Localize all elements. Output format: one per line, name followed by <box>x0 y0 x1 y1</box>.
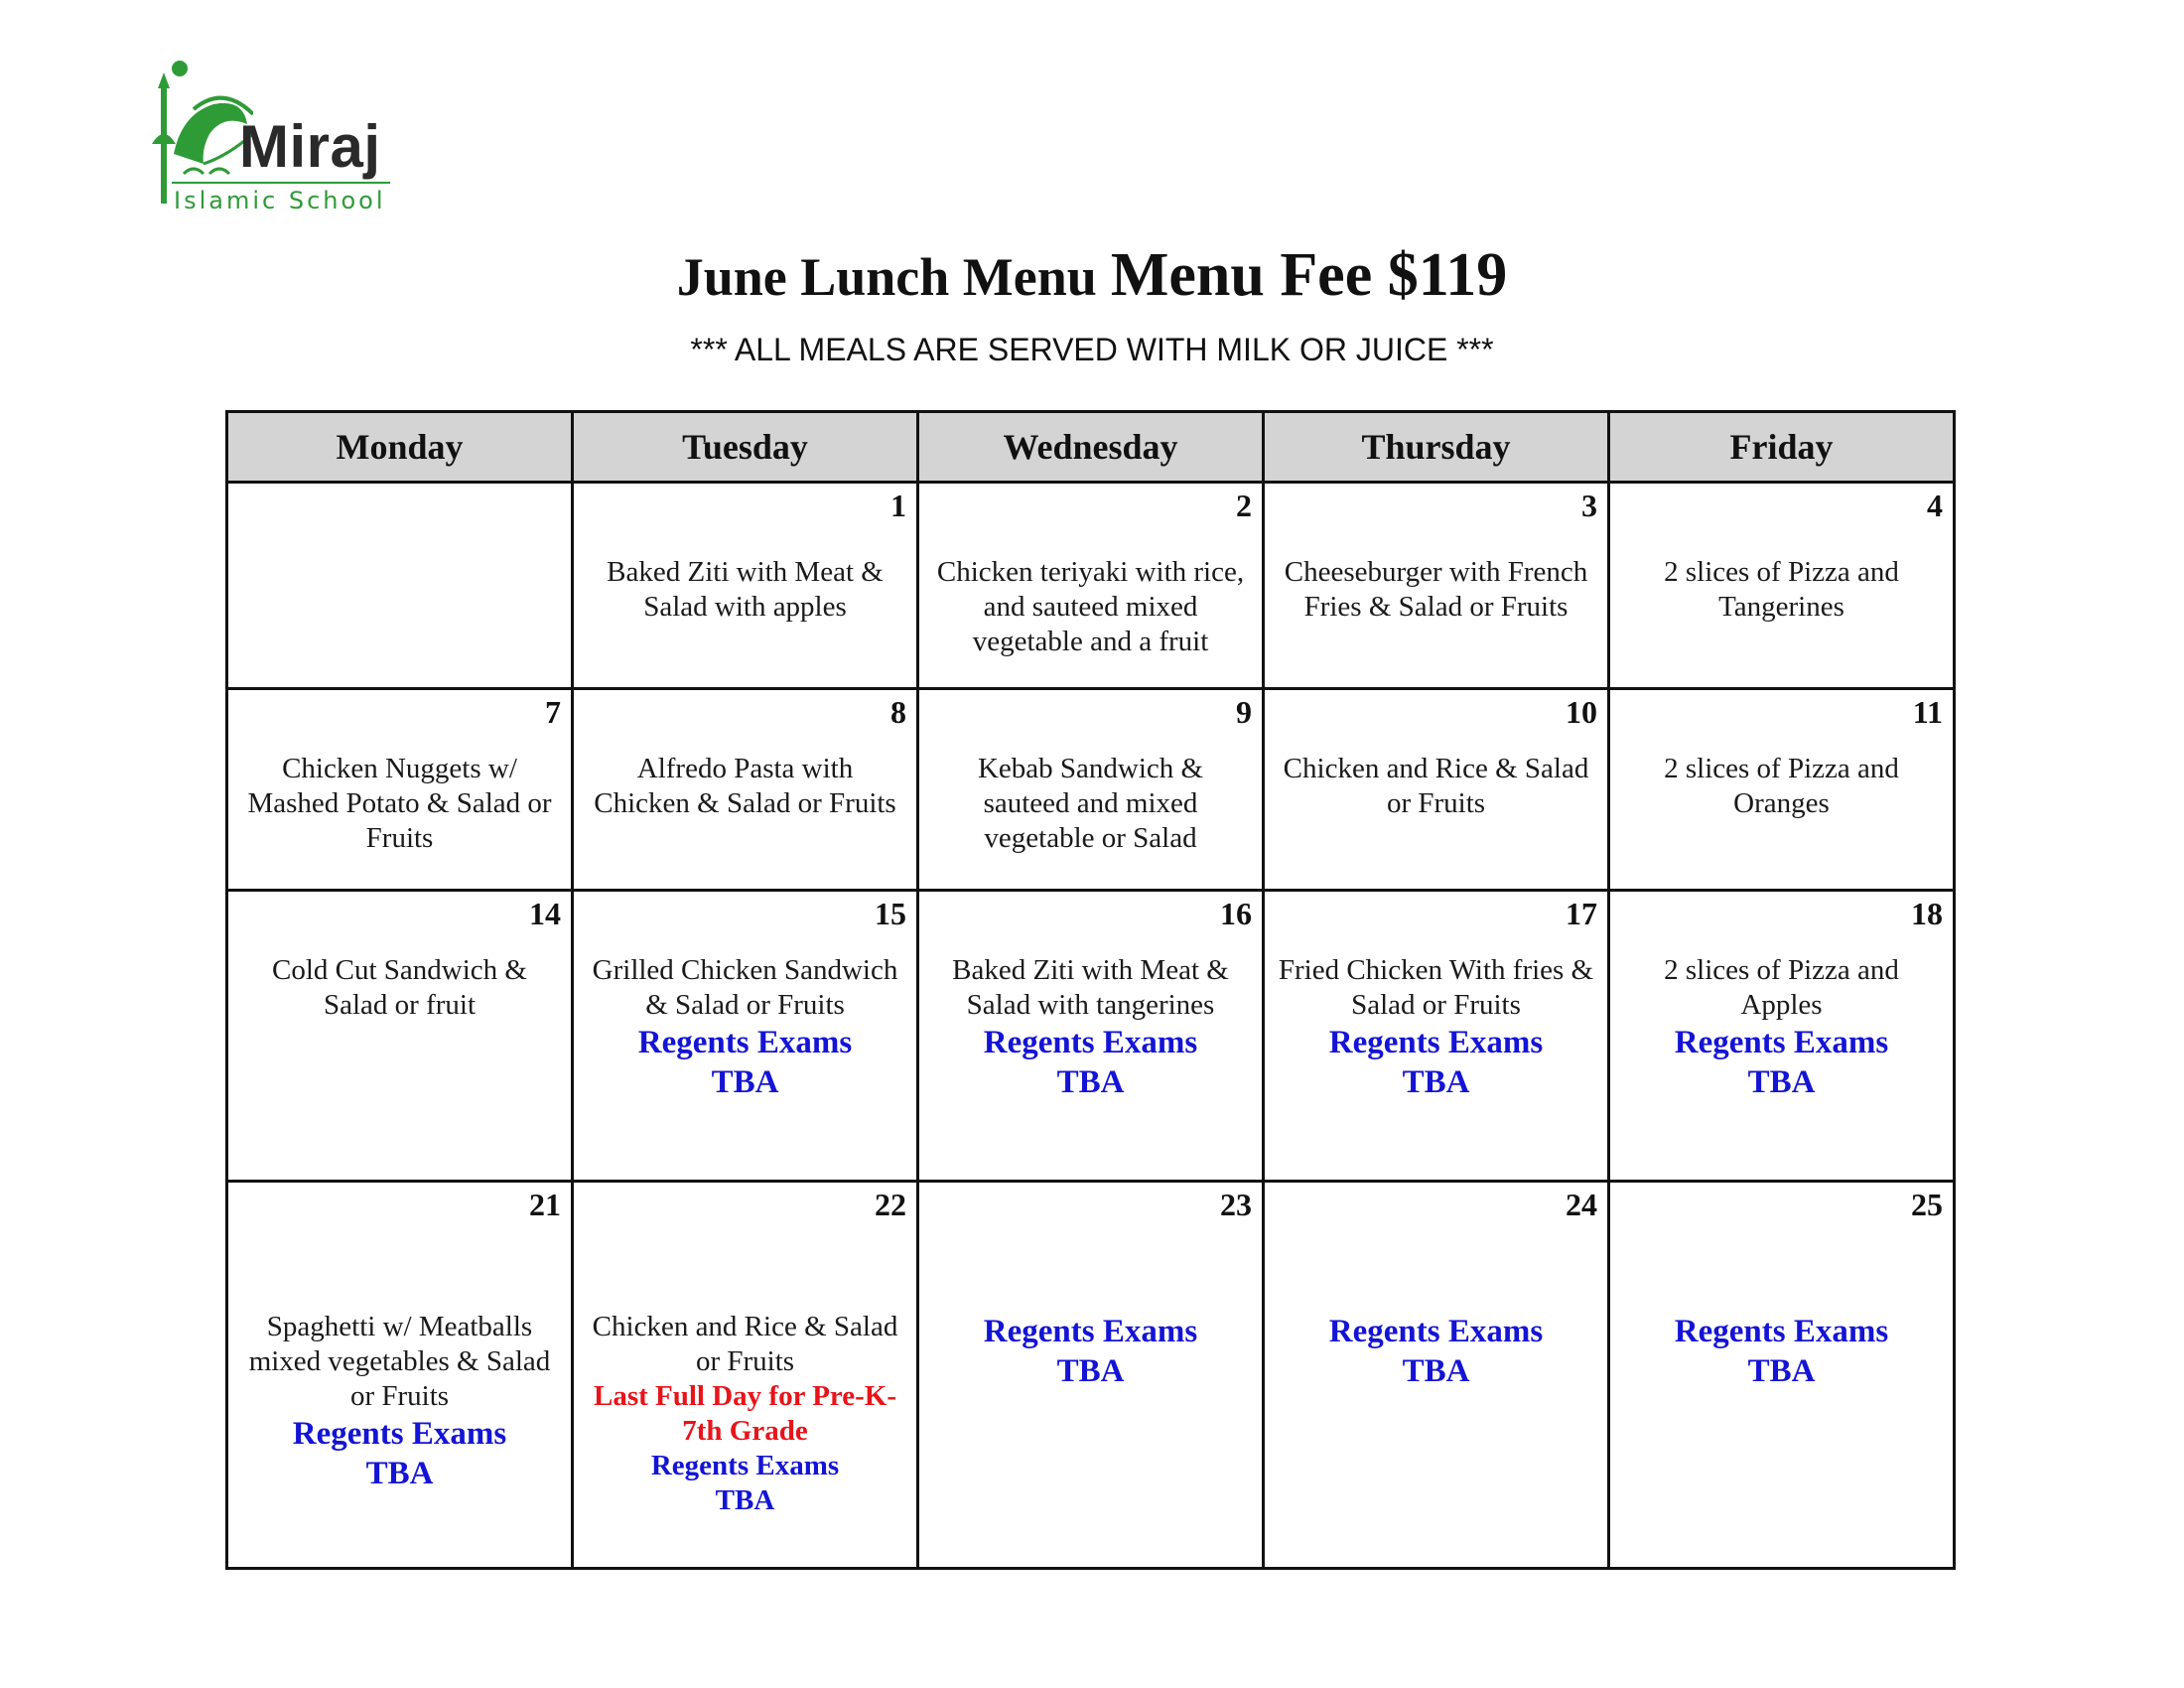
day-number: 14 <box>529 896 561 931</box>
day-number: 11 <box>1912 694 1943 730</box>
day-cell <box>1264 1182 1609 1569</box>
regents-tba-label: TBA <box>715 1484 775 1516</box>
weekday-header-row <box>227 412 1955 483</box>
day-number: 15 <box>875 896 906 931</box>
meal-text: Chicken Nuggets w/ Mashed Potato & Salad or Fruits <box>247 753 552 854</box>
day-cell <box>1609 689 1955 891</box>
weekday-header: Tuesday <box>573 412 918 483</box>
day-cell <box>227 1182 573 1569</box>
day-cell <box>573 1182 918 1569</box>
meal-note: *** ALL MEALS ARE SERVED WITH MILK OR JUICE *** <box>690 332 1494 367</box>
day-number: 3 <box>1581 488 1597 523</box>
lunch-calendar <box>225 410 1956 1570</box>
week-row <box>227 1182 1955 1569</box>
day-number: 24 <box>1566 1187 1597 1222</box>
day-number: 10 <box>1566 694 1597 730</box>
regents-tba-label: TBA <box>1402 1353 1470 1389</box>
day-cell <box>918 689 1264 891</box>
day-number: 1 <box>890 488 906 523</box>
meal-text: 2 slices of Pizza and Tangerines <box>1664 556 1899 623</box>
regents-exams-label: Regents Exams <box>983 1314 1198 1349</box>
day-number: 16 <box>1220 896 1252 931</box>
day-cell <box>573 483 918 689</box>
meal-text: Chicken and Rice & Salad or Fruits <box>1283 753 1589 819</box>
regents-exams-label: Regents Exams <box>1674 1314 1889 1349</box>
week-row <box>227 483 1955 689</box>
day-number: 23 <box>1220 1187 1252 1222</box>
day-number: 22 <box>875 1187 906 1222</box>
day-number: 2 <box>1236 488 1252 523</box>
school-logo <box>144 55 402 223</box>
page-title <box>0 240 2184 311</box>
meal-text: Cold Cut Sandwich & Salad or fruit <box>272 954 527 1021</box>
regents-tba-label: TBA <box>1056 1064 1125 1100</box>
day-cell <box>227 483 573 689</box>
meal-text: Baked Ziti with Meat & Salad with apples <box>607 556 884 623</box>
meal-text: Cheeseburger with French Fries & Salad or Fruits <box>1284 556 1588 623</box>
day-cell <box>918 1182 1264 1569</box>
regents-exams-label: Regents Exams <box>1328 1025 1544 1060</box>
meal-text: Chicken teriyaki with rice, and sauteed mixed vegetable and a fruit <box>936 556 1245 657</box>
day-cell <box>918 891 1264 1182</box>
meal-text: Chicken and Rice & Salad or Fruits <box>592 1311 898 1377</box>
week-row <box>227 891 1955 1182</box>
day-number: 21 <box>529 1187 561 1222</box>
day-number: 17 <box>1566 896 1597 931</box>
meal-text: 2 slices of Pizza and Oranges <box>1664 753 1899 819</box>
menu-title: June Lunch Menu <box>676 247 1097 307</box>
regents-tba-label: TBA <box>1402 1064 1470 1100</box>
weekday-header: Wednesday <box>918 412 1264 483</box>
logo-subtitle: Islamic School <box>174 187 386 214</box>
day-number: 18 <box>1911 896 1943 931</box>
meal-text: Baked Ziti with Meat & Salad with tangerines <box>952 954 1229 1021</box>
regents-tba-label: TBA <box>711 1064 779 1100</box>
meal-text: Alfredo Pasta with Chicken & Salad or Fruits <box>594 753 896 819</box>
meal-text: Spaghetti w/ Meatballs mixed vegetables & Salad or Fruits <box>248 1311 551 1412</box>
last-day-notice: Last Full Day for Pre-K-7th Grade <box>594 1380 896 1447</box>
day-cell <box>227 689 573 891</box>
day-cell <box>1609 1182 1955 1569</box>
logo-name: Miraj <box>239 113 381 180</box>
regents-exams-label: Regents Exams <box>1674 1025 1889 1060</box>
day-cell <box>1264 689 1609 891</box>
meal-text: Fried Chicken With fries & Salad or Fruits <box>1278 954 1594 1021</box>
regents-exams-label: Regents Exams <box>292 1416 507 1452</box>
weekday-header: Thursday <box>1264 412 1609 483</box>
day-number: 9 <box>1236 694 1252 730</box>
regents-exams-label: Regents Exams <box>650 1450 840 1481</box>
day-cell <box>1264 891 1609 1182</box>
regents-exams-label: Regents Exams <box>983 1025 1198 1060</box>
meal-text: Grilled Chicken Sandwich & Salad or Fruits <box>592 954 898 1021</box>
regents-tba-label: TBA <box>1747 1064 1816 1100</box>
day-cell <box>918 483 1264 689</box>
day-cell <box>573 689 918 891</box>
day-cell <box>1609 891 1955 1182</box>
regents-tba-label: TBA <box>1056 1353 1125 1389</box>
day-number <box>228 484 571 525</box>
day-cell <box>1609 483 1955 689</box>
regents-tba-label: TBA <box>1747 1353 1816 1389</box>
meal-text: Kebab Sandwich & sauteed and mixed vegetable or Salad <box>977 753 1204 854</box>
regents-tba-label: TBA <box>365 1456 434 1491</box>
weekday-header: Friday <box>1609 412 1955 483</box>
day-number: 8 <box>890 694 906 730</box>
regents-exams-label: Regents Exams <box>637 1025 853 1060</box>
day-number: 4 <box>1927 488 1943 523</box>
meal-text: 2 slices of Pizza and Apples <box>1664 954 1899 1021</box>
regents-exams-label: Regents Exams <box>1328 1314 1544 1349</box>
logo-divider <box>172 182 390 184</box>
day-cell <box>1264 483 1609 689</box>
day-cell <box>573 891 918 1182</box>
day-cell <box>227 891 573 1182</box>
day-number: 7 <box>545 694 561 730</box>
week-row <box>227 689 1955 891</box>
day-number: 25 <box>1911 1187 1943 1222</box>
weekday-header: Monday <box>227 412 573 483</box>
menu-fee: Menu Fee $119 <box>1110 241 1508 309</box>
